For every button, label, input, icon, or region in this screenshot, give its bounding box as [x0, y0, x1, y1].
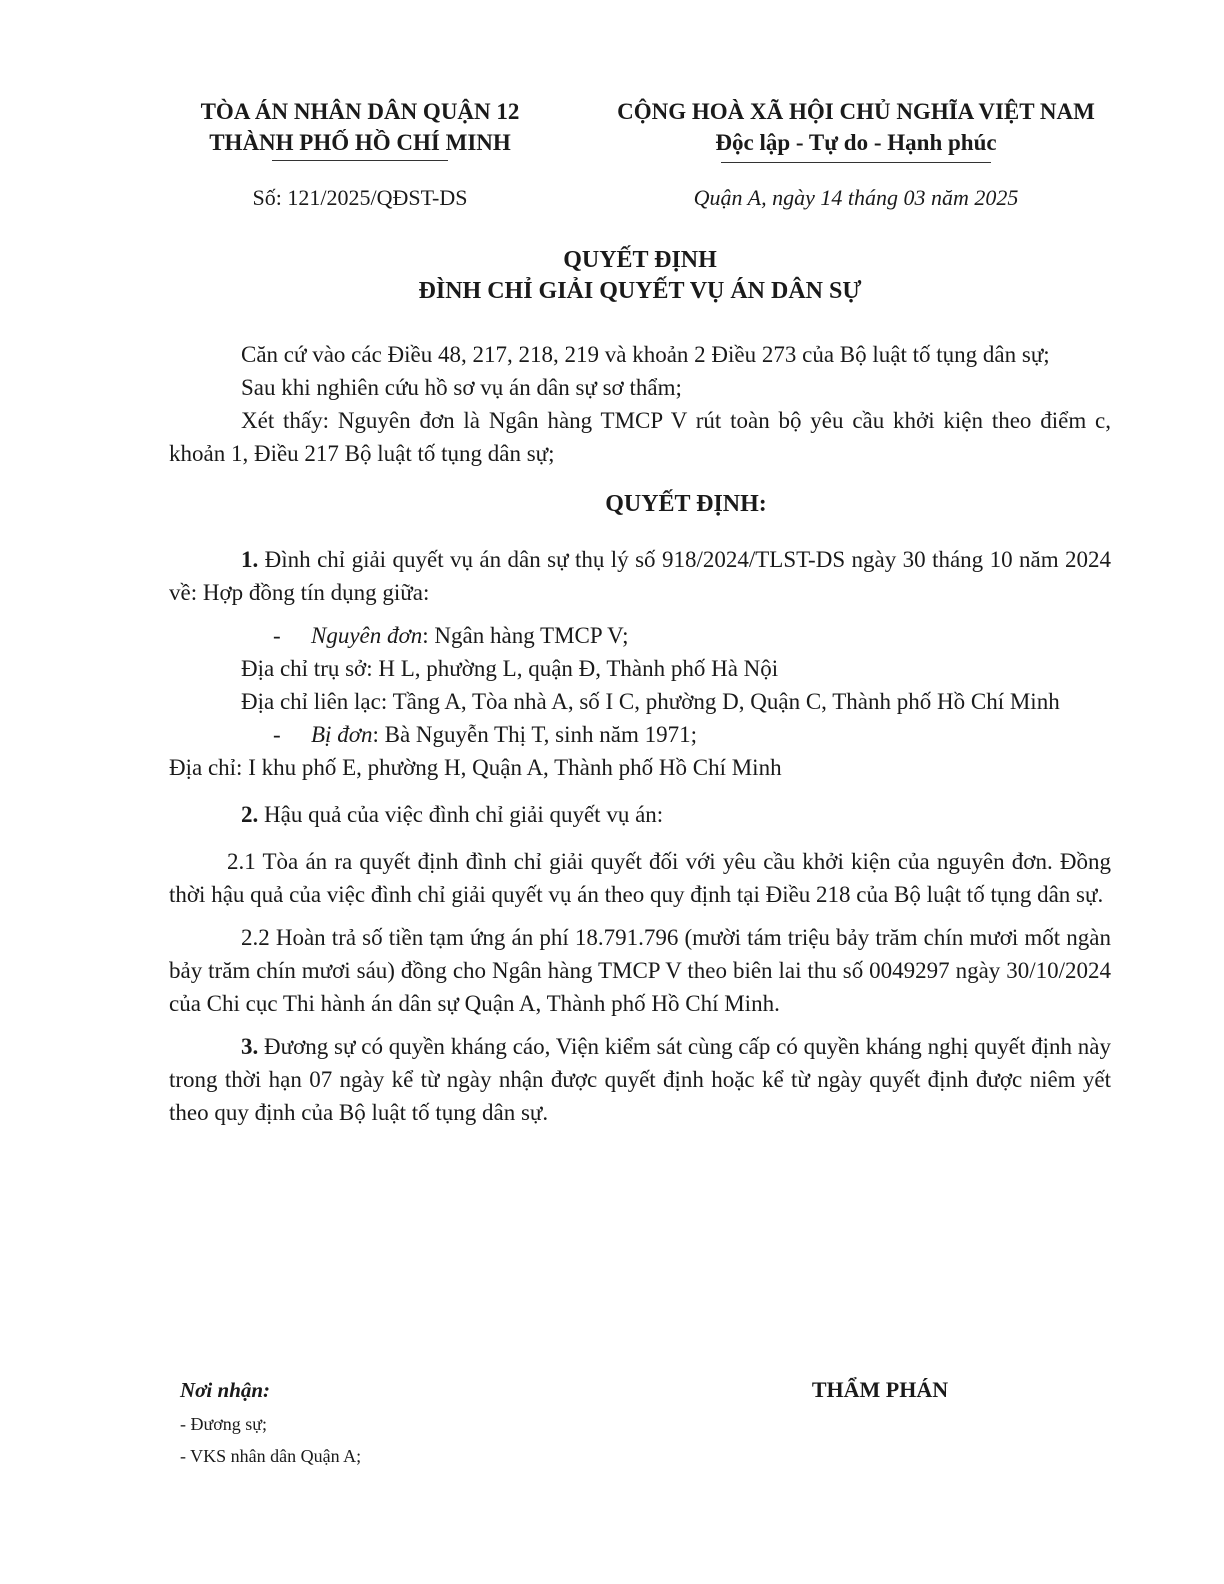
item-3-text: Đương sự có quyền kháng cáo, Viện kiểm sát cùng cấp có quyền kháng nghị quyết định này trong thời hạn 07 ngày kể từ ngày nhận được quyết định hoặc kể từ ngày quyết định được niêm yết theo quy định của Bộ luật tố tụng dân sự.	[169, 1034, 1111, 1125]
preamble-basis: Căn cứ vào các Điều 48, 217, 218, 219 và khoản 2 Điều 273 của Bộ luật tố tụng dân sự;	[241, 342, 1050, 367]
place-date: Quận A, ngày 14 tháng 03 năm 2025	[693, 185, 1019, 210]
list-dash: -	[273, 623, 281, 648]
item-3	[169, 1030, 1111, 1129]
spacer	[169, 911, 1111, 921]
defendant-value: : Bà Nguyễn Thị T, sinh năm 1971;	[372, 722, 698, 747]
spacer	[169, 784, 1111, 798]
title-line-2: ĐÌNH CHỈ GIẢI QUYẾT VỤ ÁN DÂN SỰ	[418, 278, 862, 304]
recipients-title: Nơi nhận:	[180, 1378, 271, 1402]
item-1-text: Đình chỉ giải quyết vụ án dân sự thụ lý số 918/2024/TLST-DS ngày 30 tháng 10 năm 2024 về: Hợp đồng tín dụng giữa:	[169, 547, 1111, 605]
document-body	[169, 338, 1111, 1129]
spacer	[169, 831, 1111, 845]
recipient-item: - Đương sự;	[180, 1414, 268, 1434]
item-2-number: 2.	[241, 802, 259, 827]
plaintiff-value: : Ngân hàng TMCP V;	[422, 623, 629, 648]
defendant-address: Địa chỉ: I khu phố E, phường H, Quận A, Thành phố Hồ Chí Minh	[169, 755, 782, 780]
defendant-label: Bị đơn	[311, 722, 373, 747]
item-2-2: 2.2 Hoàn trả số tiền tạm ứng án phí 18.791.796 (mười tám triệu bảy trăm chín mươi mốt ngàn bảy trăm chín mươi sáu) đồng cho Ngân hàng TMCP V theo biên lai thu số 0049297 ngày 30/10/2024 của Chi cục Thi hành án dân sự Quận A, Thành phố Hồ Chí Minh.	[169, 925, 1111, 1016]
list-dash: -	[273, 722, 281, 747]
court-city: THÀNH PHỐ HỒ CHÍ MINH	[209, 130, 511, 155]
plaintiff-contact-address: Địa chỉ liên lạc: Tầng A, Tòa nhà A, số I C, phường D, Quận C, Thành phố Hồ Chí Minh	[241, 689, 1060, 714]
court-name: TÒA ÁN NHÂN DÂN QUẬN 12	[200, 99, 520, 124]
plaintiff-hq-address: Địa chỉ trụ sở: H L, phường L, quận Đ, Thành phố Hà Nội	[241, 656, 779, 681]
item-2	[169, 798, 1111, 831]
court-header	[160, 96, 560, 158]
nation-motto: Độc lập - Tự do - Hạnh phúc	[715, 130, 997, 155]
document-number: Số: 121/2025/QĐST-DS	[252, 185, 468, 210]
nation-name: CỘNG HOÀ XÃ HỘI CHỦ NGHĨA VIỆT NAM	[617, 99, 1095, 124]
item-2-text: Hậu quả của việc đình chỉ giải quyết vụ án:	[258, 802, 664, 827]
plaintiff-line	[169, 619, 1111, 652]
signature-role: THẨM PHÁN	[811, 1377, 949, 1402]
motto-underline	[721, 162, 991, 163]
item-2-1: 2.1 Tòa án ra quyết định đình chỉ giải quyết đối với yêu cầu khởi kiện của nguyên đơn. Đồng thời hậu quả của việc đình chỉ giải quyết vụ án theo quy định tại Điều 218 của Bộ luật tố tụng dân sự.	[169, 849, 1111, 907]
decision-heading: QUYẾT ĐỊNH:	[605, 491, 767, 517]
item-1-number: 1.	[241, 547, 259, 572]
preamble-study: Sau khi nghiên cứu hồ sơ vụ án dân sự sơ thẩm;	[241, 375, 682, 400]
defendant-line	[169, 718, 1111, 751]
item-3-number: 3.	[241, 1034, 259, 1059]
court-underline	[272, 160, 448, 161]
item-1	[169, 543, 1111, 609]
national-header	[570, 96, 1142, 158]
document-title	[0, 245, 1224, 307]
preamble-consider: Xét thấy: Nguyên đơn là Ngân hàng TMCP V rút toàn bộ yêu cầu khởi kiện theo điểm c, khoản 1, Điều 217 Bộ luật tố tụng dân sự;	[169, 408, 1111, 466]
plaintiff-label: Nguyên đơn	[311, 623, 423, 648]
title-line-1: QUYẾT ĐỊNH	[563, 247, 717, 273]
spacer	[169, 609, 1111, 619]
recipient-item: - VKS nhân dân Quận A;	[180, 1446, 362, 1466]
spacer	[169, 1020, 1111, 1030]
